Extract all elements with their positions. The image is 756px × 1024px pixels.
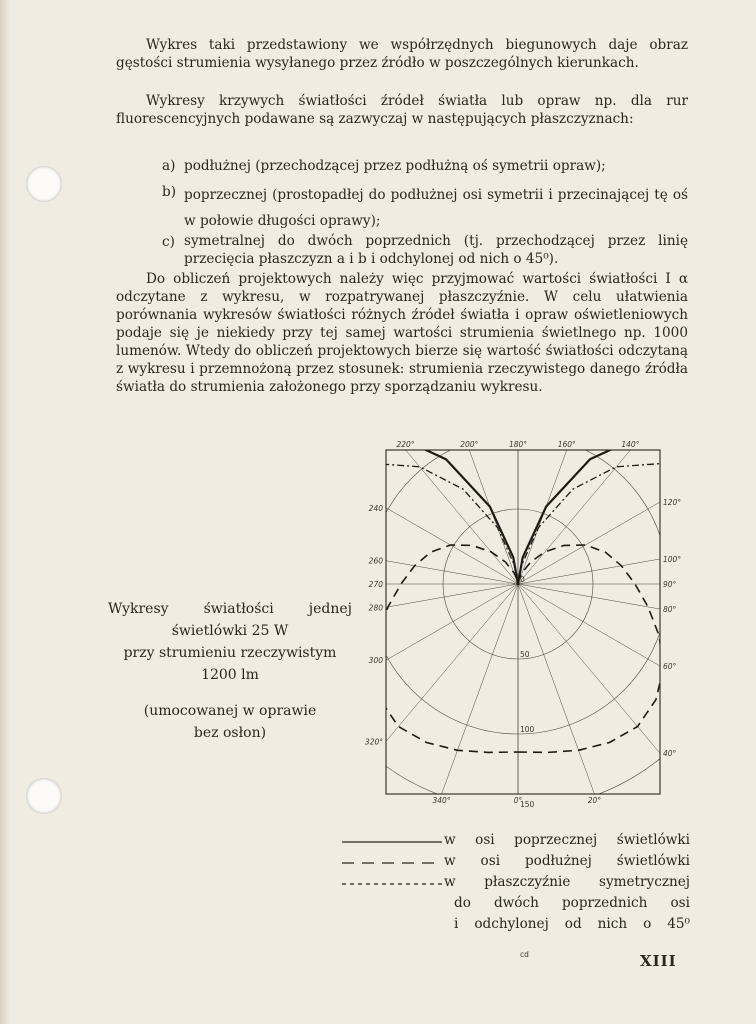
grid-radial xyxy=(518,584,756,688)
angle-label: 340° xyxy=(432,796,451,805)
list-item-c xyxy=(162,232,688,268)
ring-value-label: 50 xyxy=(520,650,530,659)
legend-swatch-dashdot xyxy=(340,878,444,888)
page-number: XIII xyxy=(640,952,677,970)
list-item-b xyxy=(162,182,688,234)
angle-label: 140° xyxy=(621,440,640,449)
list-text: symetralnej do dwóch poprzednich (tj. przechodzącej przez linię przecięcia płaszczyzn a i b i odchylonej od nich o 45⁰). xyxy=(184,233,688,267)
legend-item-dashdot xyxy=(340,872,690,893)
angle-label: 220° xyxy=(396,440,415,449)
angle-label: 200° xyxy=(460,440,479,449)
angle-label: 240 xyxy=(368,503,383,513)
angle-label: 100° xyxy=(663,554,682,564)
angle-label: 280 xyxy=(368,603,383,613)
caption-note-2: bez osłon) xyxy=(193,725,267,741)
legend-label: w płaszczyźnie symetrycznej xyxy=(444,874,690,890)
list-marker: a) xyxy=(162,158,176,174)
list-marker: c) xyxy=(162,234,175,250)
paragraph-1: Wykres taki przedstawiony we współrzędnych biegunowych daje obraz gęstości strumienia wysyłanego przez źródło w poszczególnych kierunkach. xyxy=(116,37,688,71)
caption-word: Wykresy xyxy=(108,601,169,617)
legend-label: w osi poprzecznej świetlówki xyxy=(444,832,690,848)
legend-item-dashed xyxy=(340,851,690,872)
page-edge xyxy=(0,0,10,1024)
list-text: poprzecznej (prostopadłej do podłużnej osi symetrii i przecinającej tę oś w połowie długości oprawy); xyxy=(184,187,688,229)
angle-label: 120° xyxy=(663,498,682,508)
paragraph-2: Wykresy krzywych światłości źródeł światła lub opraw np. dla rur fluorescencyjnych podawane są zazwyczaj w następujących płaszczyznach: xyxy=(116,93,688,127)
figure-caption xyxy=(108,598,352,744)
ring-value-label: 0 xyxy=(520,575,525,584)
angle-label: 300 xyxy=(368,656,383,666)
caption-line-3: przy strumieniu rzeczywistym xyxy=(123,645,337,661)
chart-legend xyxy=(340,830,690,935)
caption-note-1: (umocowanej w oprawie xyxy=(143,703,317,719)
legend-label: w osi podłużnej świetlówki xyxy=(444,853,690,869)
caption-line-2: świetlówki 25 W xyxy=(171,623,289,639)
list-marker: b) xyxy=(162,184,177,200)
angle-label: 40° xyxy=(663,749,677,759)
ring-value-label: 150 xyxy=(520,800,535,809)
angle-label: 60° xyxy=(663,661,677,671)
grid-radial xyxy=(518,480,756,584)
list-text: podłużnej (przechodzącej przez podłużną oś symetrii opraw); xyxy=(184,158,606,174)
angle-label: 90° xyxy=(663,580,677,589)
ring-value-label: cd xyxy=(520,950,529,959)
legend-continuation-1: do dwóch poprzednich osi xyxy=(454,895,690,911)
legend-item-solid xyxy=(340,830,690,851)
angle-label: 20° xyxy=(587,796,602,805)
angle-label: 260 xyxy=(368,556,383,566)
angle-label: 320° xyxy=(364,737,383,747)
grid-radial xyxy=(0,480,518,584)
caption-word: światłości xyxy=(203,601,274,617)
legend-swatch-solid xyxy=(340,836,444,846)
angle-label: 180° xyxy=(508,440,528,449)
legend-swatch-dashed xyxy=(340,857,444,867)
caption-line-1 xyxy=(108,598,352,620)
binder-hole-top xyxy=(26,166,62,202)
angle-label: 80° xyxy=(663,605,677,615)
angle-label: 160° xyxy=(557,440,576,449)
caption-line-4: 1200 lm xyxy=(201,667,259,683)
angle-label: 0° xyxy=(513,796,523,805)
legend-continuation-2: i odchylonej od nich o 45⁰ xyxy=(454,916,690,932)
list-item-a xyxy=(162,156,688,176)
caption-word: jednej xyxy=(308,601,352,617)
angle-label: 270 xyxy=(368,580,383,589)
ring-value-label: 100 xyxy=(520,725,535,734)
paragraph-3: Do obliczeń projektowych należy więc przyjmować wartości światłości I α odczytane z wykresu, w rozpatrywanej płaszczyźnie. W celu ułatwienia porównania wykresów światłości różnych źródeł światła i opraw oświetleniowych podaje się je niekiedy przy tej samej wartości strumienia świetlnego np. 1000 lumenów. Wtedy do obliczeń projektowych bierze się wartość światłości odczytaną z wykresu i przemnożoną przez stosunek: strumienia rzeczywistego danego źródła światła do strumienia założonego przy sporządzaniu wykresu. xyxy=(116,271,688,395)
binder-hole-bottom xyxy=(26,778,62,814)
grid-radial xyxy=(518,584,723,1024)
